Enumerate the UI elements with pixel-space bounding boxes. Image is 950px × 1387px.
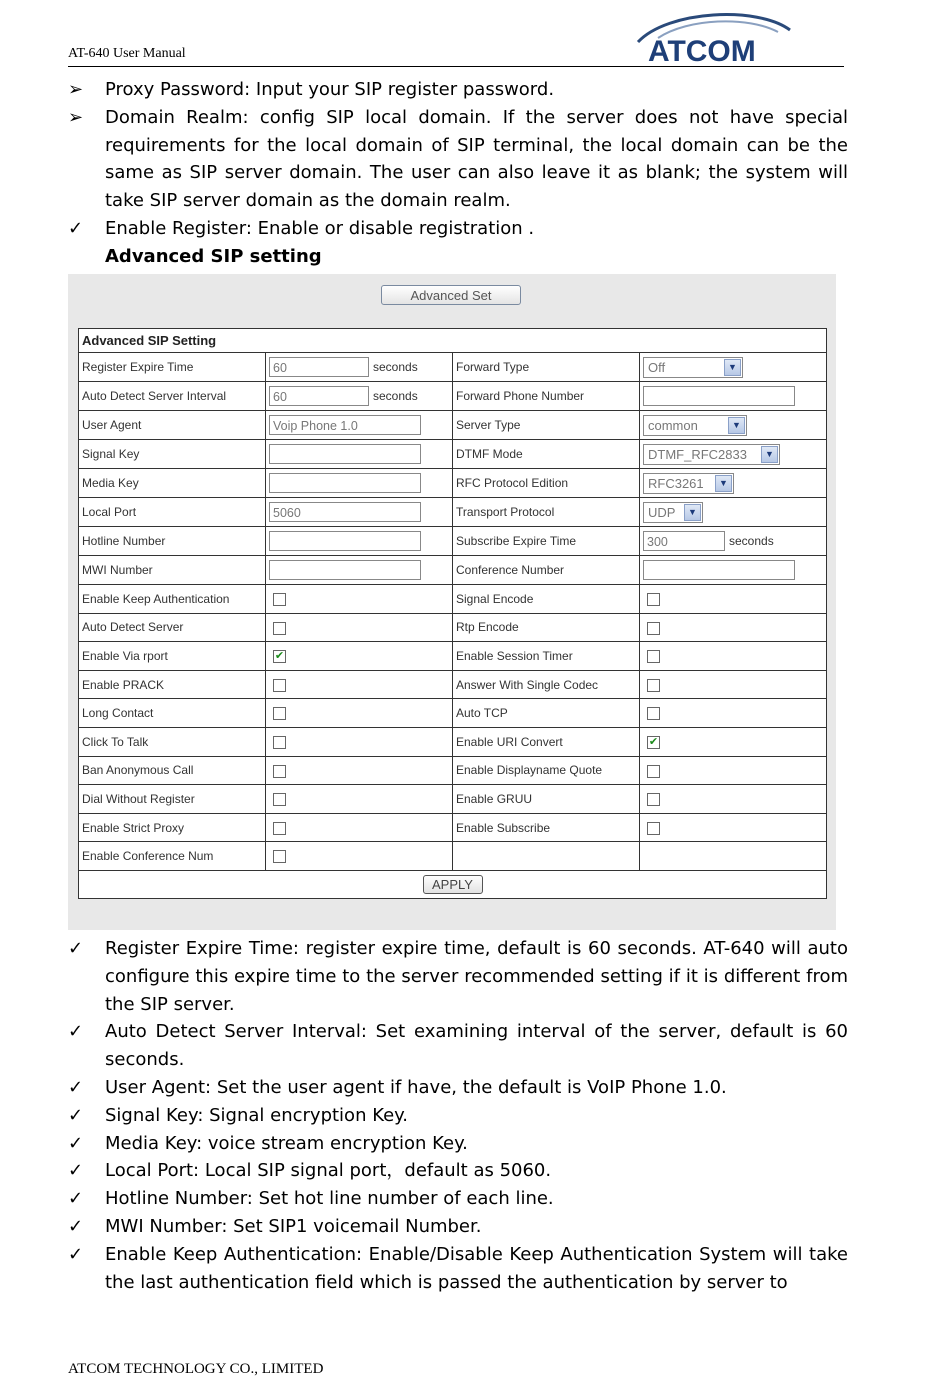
rtp-encode-label: Rtp Encode (453, 613, 640, 642)
enable-subscribe-label: Enable Subscribe (453, 813, 640, 842)
register-expire-label: Register Expire Time (79, 353, 266, 382)
click-to-talk-label: Click To Talk (79, 727, 266, 756)
advanced-sip-panel (68, 274, 836, 930)
list-item: ✓ Local Port: Local SIP signal port，default as 5060. (68, 1157, 848, 1185)
dial-without-register-label: Dial Without Register (79, 785, 266, 814)
conference-number-label: Conference Number (453, 556, 640, 585)
enable-uri-convert-label: Enable URI Convert (453, 727, 640, 756)
footer-company: ATCOM TECHNOLOGY CO., LIMITED (68, 1361, 324, 1377)
enable-keep-auth-checkbox[interactable] (273, 593, 286, 606)
list-item: ✓ Signal Key: Signal encryption Key. (68, 1102, 848, 1130)
enable-prack-checkbox[interactable] (273, 679, 286, 692)
enable-prack-label: Enable PRACK (79, 670, 266, 699)
auto-detect-interval-label: Auto Detect Server Interval (79, 382, 266, 411)
enable-displayname-quote-checkbox[interactable] (647, 765, 660, 778)
auto-detect-server-checkbox[interactable] (273, 622, 286, 635)
list-item: ➢ Proxy Password: Input your SIP register password. (68, 76, 848, 104)
hotline-number-label: Hotline Number (79, 527, 266, 556)
auto-detect-server-label: Auto Detect Server (79, 613, 266, 642)
ban-anonymous-call-label: Ban Anonymous Call (79, 756, 266, 785)
auto-detect-interval-input[interactable]: 60 (269, 386, 369, 406)
list-item: ➢ Domain Realm: config SIP local domain. If the server does not have special requirements for the local domain of SIP terminal, the local domain can be the same as SIP server domain. The user can also leave it as blank; the system will take SIP server domain as the domain realm. (68, 104, 848, 215)
seconds-unit: seconds (373, 360, 418, 374)
arrow-bullet-icon: ➢ (68, 106, 84, 128)
chevron-down-icon: ▼ (684, 504, 701, 521)
chevron-down-icon: ▼ (761, 446, 778, 463)
rfc-protocol-select[interactable]: RFC3261 ▼ (643, 473, 734, 494)
list-item: ✓ Auto Detect Server Interval: Set examining interval of the server, default is 60 seconds. (68, 1018, 848, 1074)
manual-title: AT-640 User Manual (68, 46, 186, 61)
register-expire-input[interactable]: 60 (269, 357, 369, 377)
check-bullet-icon: ✓ (68, 1243, 84, 1265)
enable-gruu-label: Enable GRUU (453, 785, 640, 814)
seconds-unit: seconds (729, 534, 774, 548)
check-bullet-icon: ✓ (68, 1021, 84, 1043)
server-type-select[interactable]: common ▼ (643, 415, 747, 436)
signal-key-label: Signal Key (79, 440, 266, 469)
list-item: ✓ MWI Number: Set SIP1 voicemail Number. (68, 1213, 848, 1241)
enable-session-timer-checkbox[interactable] (647, 650, 660, 663)
mwi-number-label: MWI Number (79, 556, 266, 585)
apply-button[interactable]: APPLY (423, 875, 483, 894)
enable-uri-convert-checkbox[interactable]: ✔ (648, 735, 659, 748)
transport-protocol-select[interactable]: UDP ▼ (643, 502, 703, 523)
enable-strict-proxy-checkbox[interactable] (273, 822, 286, 835)
arrow-bullet-icon: ➢ (68, 79, 84, 100)
list-item: ✓ Enable Keep Authentication: Enable/Disable Keep Authentication System will take the last authentication field which is passed the authentication by server to (68, 1241, 848, 1297)
subscribe-expire-input[interactable]: 300 (643, 531, 725, 551)
auto-tcp-checkbox[interactable] (647, 707, 660, 720)
forward-type-label: Forward Type (453, 353, 640, 382)
user-agent-input[interactable]: Voip Phone 1.0 (269, 415, 421, 435)
list-item: ✓ Enable Register: Enable or disable registration . (68, 215, 848, 243)
chevron-down-icon: ▼ (715, 475, 732, 492)
ban-anonymous-call-checkbox[interactable] (273, 765, 286, 778)
check-bullet-icon: ✓ (68, 1160, 84, 1182)
section-heading: Advanced SIP setting (105, 245, 322, 267)
advanced-set-button[interactable]: Advanced Set (381, 285, 521, 305)
forward-type-select[interactable]: Off ▼ (643, 357, 743, 378)
signal-encode-checkbox[interactable] (647, 593, 660, 606)
logo-text: ATCOM (648, 35, 756, 68)
forward-phone-number-label: Forward Phone Number (453, 382, 640, 411)
chevron-down-icon: ▼ (728, 417, 745, 434)
local-port-label: Local Port (79, 498, 266, 527)
local-port-input[interactable]: 5060 (269, 502, 421, 522)
transport-protocol-label: Transport Protocol (453, 498, 640, 527)
check-bullet-icon: ✓ (68, 1188, 84, 1210)
list-item: ✓ Register Expire Time: register expire time, default is 60 seconds. AT-640 will auto configure this expire time to the server recommended setting if it is different from the SIP server. (68, 935, 848, 1018)
user-agent-label: User Agent (79, 411, 266, 440)
dtmf-mode-label: DTMF Mode (453, 440, 640, 469)
header-rule (68, 66, 844, 67)
server-type-label: Server Type (453, 411, 640, 440)
conference-number-input[interactable] (643, 560, 795, 580)
long-contact-label: Long Contact (79, 699, 266, 728)
chevron-down-icon: ▼ (724, 359, 741, 376)
enable-keep-auth-label: Enable Keep Authentication (79, 585, 266, 614)
dial-without-register-checkbox[interactable] (273, 793, 286, 806)
enable-subscribe-checkbox[interactable] (647, 822, 660, 835)
enable-strict-proxy-label: Enable Strict Proxy (79, 813, 266, 842)
media-key-label: Media Key (79, 469, 266, 498)
seconds-unit: seconds (373, 389, 418, 403)
check-bullet-icon: ✓ (68, 938, 84, 959)
check-bullet-icon: ✓ (68, 1132, 84, 1154)
media-key-input[interactable] (269, 473, 421, 493)
rfc-protocol-label: RFC Protocol Edition (453, 469, 640, 498)
forward-phone-number-input[interactable] (643, 386, 795, 406)
atcom-logo (628, 8, 798, 68)
table-title: Advanced SIP Setting (79, 329, 827, 353)
rtp-encode-checkbox[interactable] (647, 622, 660, 635)
check-bullet-icon: ✓ (68, 1104, 84, 1126)
dtmf-mode-select[interactable]: DTMF_RFC2833 ▼ (643, 444, 780, 465)
mwi-number-input[interactable] (269, 560, 421, 580)
long-contact-checkbox[interactable] (273, 707, 286, 720)
advanced-sip-table (78, 328, 827, 899)
subscribe-expire-label: Subscribe Expire Time (453, 527, 640, 556)
hotline-number-input[interactable] (269, 531, 421, 551)
answer-single-codec-checkbox[interactable] (647, 679, 660, 692)
signal-encode-label: Signal Encode (453, 585, 640, 614)
answer-single-codec-label: Answer With Single Codec (453, 670, 640, 699)
list-item: ✓ Media Key: voice stream encryption Key. (68, 1130, 848, 1158)
list-item: ✓ User Agent: Set the user agent if have, the default is VoIP Phone 1.0. (68, 1074, 848, 1102)
check-bullet-icon: ✓ (68, 1215, 84, 1237)
check-bullet-icon: ✓ (68, 1076, 84, 1098)
enable-conference-num-checkbox[interactable] (273, 850, 286, 863)
click-to-talk-checkbox[interactable] (273, 736, 286, 749)
enable-session-timer-label: Enable Session Timer (453, 642, 640, 671)
auto-tcp-label: Auto TCP (453, 699, 640, 728)
enable-conference-num-label: Enable Conference Num (79, 842, 266, 871)
check-bullet-icon: ✓ (68, 217, 84, 239)
bottom-bullet-list (68, 935, 848, 1296)
list-item: ✓ Hotline Number: Set hot line number of each line. (68, 1185, 848, 1213)
enable-via-rport-label: Enable Via rport (79, 642, 266, 671)
enable-via-rport-checkbox[interactable]: ✔ (274, 650, 285, 663)
signal-key-input[interactable] (269, 444, 421, 464)
enable-displayname-quote-label: Enable Displayname Quote (453, 756, 640, 785)
top-bullet-list (68, 76, 848, 271)
enable-gruu-checkbox[interactable] (647, 793, 660, 806)
